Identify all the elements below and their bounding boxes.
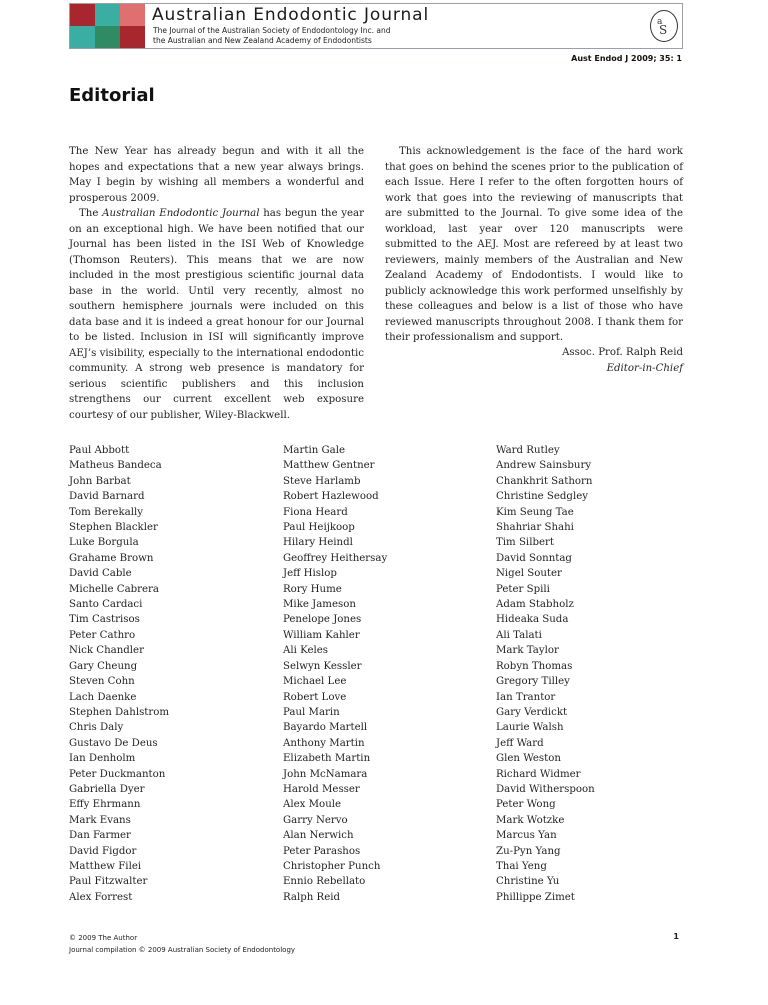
reviewer-name: David Sonntag <box>496 552 572 564</box>
paragraph: This acknowledgement is the face of the hard work that goes on behind the scenes prior to the publication of each Issue. Here I refer to the often forgotten hours of work that goes into the reviewing of manuscripts that are submitted to the Journal. To give some idea of the workload, last year over 120 manuscripts were submitted to the AEJ. Most are refereed by at least two reviewers, mainly members of the Australian and New Zealand Academy of Endodontists. I would like to publicly acknowledge this work performed unselfishly by these colleagues and below is a list of those who have reviewed manuscripts throughout 2008. I thank them for their professionalism and support. <box>385 146 683 343</box>
reviewer-name: Tim Silbert <box>496 537 554 549</box>
reviewer-name: Elizabeth Martin <box>283 753 371 765</box>
mosaic-tile <box>120 4 145 26</box>
reviewer-name: Grahame Brown <box>69 552 154 564</box>
reviewer-name: Gary Cheung <box>69 660 138 672</box>
reviewer-name: Penelope Jones <box>283 614 362 626</box>
reviewer-name: Gary Verdickt <box>496 706 568 718</box>
copyright-line: © 2009 The Author <box>69 934 138 942</box>
copyright-line: Journal compilation © 2009 Australian Society of Endodontology <box>69 946 296 954</box>
reviewer-name: Ian Trantor <box>496 691 556 703</box>
reviewer-name: Tim Castrisos <box>69 614 140 626</box>
reviewer-name: Rory Hume <box>283 583 342 595</box>
reviewer-name: Harold Messer <box>283 783 360 795</box>
reviewer-name: Luke Borgula <box>69 537 139 549</box>
reviewer-name: Matheus Bandeca <box>69 460 162 472</box>
reviewer-name: Ali Keles <box>283 645 328 657</box>
reviewer-name: Thai Yeng <box>496 860 547 872</box>
journal-subtitle <box>153 26 513 46</box>
paragraph: The Australian Endodontic Journal has begun the year on an exceptional high. We have been notified that our Journal has been listed in the ISI Web of Knowledge (Thomson Reuters). This means that we are now included in the most prestigious scientific journal data base in the world. Until very recently, almost no southern hemisphere journals were included on this data base and it is indeed a great honour for our Journal to be listed. Inclusion in ISI will significantly improve AEJ’s visibility, especially to the international endodontic community. A strong web presence is mandatory for serious scientific publishers and this inclusion strengthens our current excellent web exposure courtesy of our publisher, Wiley-Blackwell. <box>69 208 364 421</box>
reviewer-name: Alex Moule <box>283 799 342 811</box>
reviewer-name: Glen Weston <box>496 753 561 765</box>
reviewer-name: Kim Seung Tae <box>496 506 574 518</box>
reviewer-name: Michael Lee <box>283 676 347 688</box>
reviewer-list <box>283 443 387 905</box>
reviewer-name: Matthew Gentner <box>283 460 375 472</box>
signature-name: Assoc. Prof. Ralph Reid <box>562 347 683 358</box>
mosaic-tile <box>95 26 120 48</box>
reviewer-name: Matthew Filei <box>69 860 142 872</box>
journal-masthead <box>69 3 683 49</box>
reviewer-name: Dan Farmer <box>69 830 131 842</box>
journal-logo-mosaic <box>70 4 145 48</box>
reviewer-list <box>496 443 595 905</box>
reviewer-name: Fiona Heard <box>283 506 348 518</box>
reviewer-name: Christopher Punch <box>283 860 381 872</box>
signature-role: Editor-in-Chief <box>606 362 683 374</box>
reviewer-name: Garry Nervo <box>283 814 348 826</box>
page-title: Editorial <box>69 85 155 106</box>
reviewer-name: Ian Denholm <box>69 753 136 765</box>
reviewer-name: Ennio Rebellato <box>283 876 366 888</box>
reviewer-name: Hideaka Suda <box>496 614 569 626</box>
society-seal-icon <box>650 10 678 42</box>
reviewer-name: Richard Widmer <box>496 768 581 780</box>
reviewer-name: Phillippe Zimet <box>496 891 575 903</box>
reviewer-name: Chris Daly <box>69 722 124 734</box>
reviewer-name: Robert Love <box>283 691 347 703</box>
reviewer-name: David Cable <box>69 568 132 580</box>
reviewer-name: Anthony Martin <box>283 737 365 749</box>
reviewer-name: Nigel Souter <box>496 568 562 580</box>
reviewer-name: Peter Parashos <box>283 845 361 857</box>
reviewer-name: Jeff Ward <box>496 737 544 749</box>
reviewer-name: Martin Gale <box>283 445 346 456</box>
reviewer-name: Tom Berekally <box>69 506 143 518</box>
reviewer-name: Paul Heijkoop <box>283 522 355 534</box>
reviewer-name: Peter Duckmanton <box>69 768 166 780</box>
journal-subtitle-line: the Australian and New Zealand Academy of Endodontists <box>153 36 372 45</box>
reviewer-name: Steve Harlamb <box>283 475 361 487</box>
reviewer-name: Alex Forrest <box>69 891 133 903</box>
copyright-footer <box>69 932 295 956</box>
reviewer-name: Alan Nerwich <box>283 830 354 842</box>
reviewer-name: Ralph Reid <box>283 891 341 903</box>
reviewer-name: Chankhrit Sathorn <box>496 475 593 487</box>
reviewer-name: Gregory Tilley <box>496 676 570 688</box>
editorial-column-left <box>69 144 364 423</box>
reviewer-name: Robyn Thomas <box>496 660 573 672</box>
mosaic-tile <box>70 4 95 26</box>
reviewer-name: David Witherspoon <box>496 783 595 795</box>
reviewer-name: John Barbat <box>69 475 131 487</box>
reviewer-name: Jeff Hislop <box>283 568 337 580</box>
reviewer-name: Bayardo Martell <box>283 722 368 734</box>
reviewer-name: Stephen Dahlstrom <box>69 706 170 718</box>
reviewer-name: Andrew Sainsbury <box>496 460 592 472</box>
mosaic-tile <box>120 26 145 48</box>
page-number: 1 <box>673 932 679 941</box>
svg-text:S: S <box>659 23 668 37</box>
reviewer-name: Gabriella Dyer <box>69 783 145 795</box>
reviewer-name: Nick Chandler <box>69 645 144 657</box>
reviewer-name: Peter Wong <box>496 799 556 811</box>
journal-title-italic: Australian Endodontic Journal <box>102 208 260 219</box>
journal-subtitle-line: The Journal of the Australian Society of Endodontology Inc. and <box>153 26 391 35</box>
reviewer-name: Mark Taylor <box>496 645 559 657</box>
paragraph: The New Year has already begun and with it all the hopes and expectations that a new year always brings. May I begin by wishing all members a wonderful and prosperous 2009. <box>69 146 364 204</box>
reviewer-name: Stephen Blackler <box>69 522 158 534</box>
journal-name: Australian Endodontic Journal <box>152 5 430 25</box>
reviewer-name: Steven Cohn <box>69 676 135 688</box>
reviewer-name: Ward Rutley <box>496 445 560 456</box>
reviewer-name: Lach Daenke <box>69 691 137 703</box>
reviewer-name: Hilary Heindl <box>283 537 353 549</box>
reviewer-name: Geoffrey Heithersay <box>283 552 388 564</box>
reviewer-name: Marcus Yan <box>496 830 557 842</box>
reviewer-name: Mark Evans <box>69 814 131 826</box>
reviewer-name: Christine Yu <box>496 876 560 888</box>
reviewer-name: Mike Jameson <box>283 599 356 611</box>
reviewer-name: Adam Stabholz <box>496 599 574 611</box>
mosaic-tile <box>70 26 95 48</box>
reviewer-list <box>69 443 169 905</box>
reviewer-name: Ali Talati <box>496 629 542 641</box>
svg-text:a: a <box>657 17 663 27</box>
reviewer-name: Gustavo De Deus <box>69 737 158 749</box>
reviewer-name: Effy Ehrmann <box>69 799 141 811</box>
reviewer-name: William Kahler <box>283 629 360 641</box>
reviewer-name: Peter Cathro <box>69 629 136 641</box>
reviewer-name: Paul Fitzwalter <box>69 876 148 888</box>
journal-citation: Aust Endod J 2009; 35: 1 <box>571 54 682 63</box>
reviewer-name: Santo Cardaci <box>69 599 143 611</box>
reviewer-name: Paul Abbott <box>69 445 130 456</box>
reviewer-name: Mark Wotzke <box>496 814 565 826</box>
reviewer-name: David Figdor <box>69 845 137 857</box>
reviewer-name: Michelle Cabrera <box>69 583 160 595</box>
editorial-column-right <box>385 144 683 346</box>
reviewer-name: Paul Marin <box>283 706 340 718</box>
reviewer-name: David Barnard <box>69 491 145 503</box>
signature-block <box>562 345 683 376</box>
reviewer-name: Shahriar Shahi <box>496 522 574 534</box>
reviewer-name: John McNamara <box>283 768 368 780</box>
reviewer-name: Selwyn Kessler <box>283 660 362 672</box>
reviewer-name: Laurie Walsh <box>496 722 564 734</box>
reviewer-name: Robert Hazlewood <box>283 491 379 503</box>
mosaic-tile <box>95 4 120 26</box>
reviewer-name: Zu-Pyn Yang <box>496 845 561 857</box>
reviewer-name: Christine Sedgley <box>496 491 588 503</box>
reviewer-name: Peter Spili <box>496 583 550 595</box>
